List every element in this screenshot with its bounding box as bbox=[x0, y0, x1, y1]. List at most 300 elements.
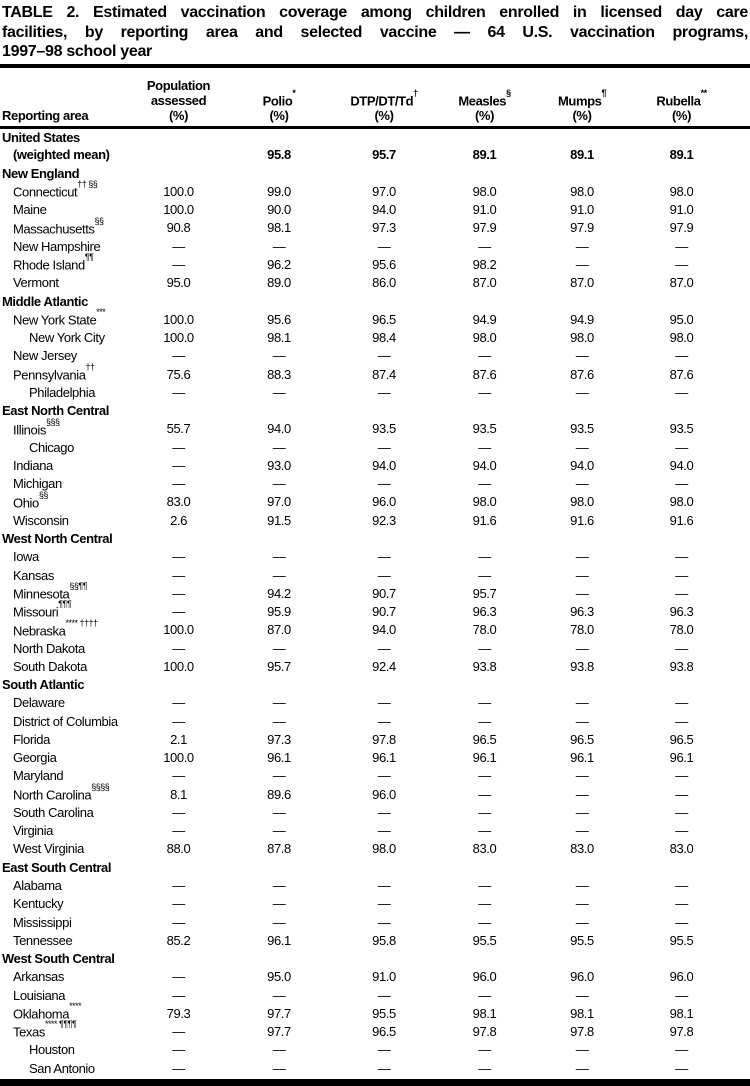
value-cell: — bbox=[172, 878, 185, 894]
table-row bbox=[0, 1041, 750, 1059]
value-cell: 79.3 bbox=[166, 1005, 191, 1021]
row-label-text: Alabama bbox=[13, 878, 62, 894]
footnote-marker: § bbox=[506, 87, 511, 98]
value-cell: — bbox=[377, 768, 391, 784]
row-label-text: New York State bbox=[13, 312, 97, 328]
table-row bbox=[0, 237, 750, 255]
value-cell: — bbox=[272, 823, 286, 839]
row-label-text: South Carolina bbox=[13, 804, 94, 820]
value-cell: — bbox=[478, 549, 491, 565]
value-cell: 94.9 bbox=[472, 311, 497, 327]
table-row bbox=[0, 584, 750, 602]
value-cell: — bbox=[172, 1024, 185, 1040]
value-cell: 89.6 bbox=[267, 786, 291, 802]
value-cell: — bbox=[172, 713, 185, 729]
value-cell: — bbox=[272, 896, 286, 912]
row-label-text: Maine bbox=[13, 202, 47, 218]
value-cell: 98.1 bbox=[267, 220, 291, 236]
row-label-text: Nebraska bbox=[13, 622, 66, 638]
row-label bbox=[0, 1059, 130, 1077]
column-unit: (%) bbox=[474, 108, 495, 123]
value-cell: 100.0 bbox=[163, 658, 194, 674]
row-label-text: Wisconsin bbox=[13, 512, 69, 528]
value-cell: — bbox=[172, 567, 185, 583]
value-cell: — bbox=[377, 823, 391, 839]
row-label-text: West North Central bbox=[2, 530, 113, 546]
row-label-text: Arkansas bbox=[13, 969, 64, 985]
value-cell: 96.5 bbox=[472, 731, 497, 747]
value-cell: — bbox=[172, 604, 185, 620]
table-row bbox=[0, 749, 750, 767]
value-cell: 93.8 bbox=[472, 658, 497, 674]
value-cell: 90.7 bbox=[372, 585, 396, 601]
value-cell: — bbox=[377, 878, 391, 894]
row-label bbox=[0, 252, 130, 273]
row-label-text: East South Central bbox=[2, 859, 112, 875]
row-label bbox=[0, 361, 130, 383]
value-cell: — bbox=[575, 384, 589, 400]
row-label-text: North Dakota bbox=[13, 640, 85, 656]
value-cell: — bbox=[172, 457, 185, 473]
value-cell: 95.5 bbox=[669, 932, 694, 948]
value-cell: — bbox=[172, 1060, 185, 1076]
row-label-text: Tennessee bbox=[13, 932, 73, 948]
footnote-marker: ¶¶¶ bbox=[58, 599, 72, 610]
value-cell: 93.8 bbox=[669, 658, 694, 674]
row-label bbox=[0, 383, 130, 401]
value-cell: — bbox=[675, 439, 688, 455]
value-cell: 91.0 bbox=[472, 202, 497, 218]
region-row bbox=[0, 675, 750, 693]
value-cell: 97.3 bbox=[372, 220, 396, 236]
row-label-text: Indiana bbox=[13, 457, 53, 473]
value-cell: — bbox=[272, 1060, 286, 1076]
value-cell: — bbox=[575, 914, 589, 930]
footnote-marker: ** bbox=[700, 87, 707, 98]
column-header-label: Mumps bbox=[557, 93, 602, 108]
value-cell: — bbox=[377, 567, 391, 583]
value-cell: 88.3 bbox=[267, 366, 291, 382]
region-row bbox=[0, 529, 750, 547]
row-label bbox=[0, 292, 750, 310]
footnote-marker: §§¶¶ bbox=[69, 581, 88, 592]
column-unit: (%) bbox=[168, 108, 189, 123]
vaccination-coverage-table bbox=[0, 64, 750, 1078]
value-cell: — bbox=[272, 348, 286, 364]
value-cell: — bbox=[172, 476, 185, 492]
table-row bbox=[0, 420, 750, 438]
value-cell: — bbox=[675, 804, 688, 820]
table-row bbox=[0, 895, 750, 913]
value-cell: 95.0 bbox=[669, 311, 694, 327]
value-cell: 97.0 bbox=[372, 183, 396, 199]
row-label-text: Pennsylvania bbox=[13, 367, 86, 383]
value-cell: — bbox=[478, 695, 491, 711]
table-row bbox=[0, 146, 750, 164]
value-cell: 87.4 bbox=[372, 366, 396, 382]
footnote-marker: §§§§ bbox=[91, 782, 110, 793]
value-cell: 75.6 bbox=[166, 366, 191, 382]
value-cell: 95.5 bbox=[570, 932, 594, 948]
row-label-text: New Jersey bbox=[13, 348, 77, 364]
row-label bbox=[0, 1019, 130, 1041]
value-cell: 97.9 bbox=[472, 220, 497, 236]
value-cell: — bbox=[172, 914, 185, 930]
row-label-text: (weighted mean) bbox=[13, 147, 110, 163]
value-cell: — bbox=[478, 768, 491, 784]
table-row bbox=[0, 456, 750, 474]
value-cell: 95.6 bbox=[372, 256, 396, 272]
value-cell: — bbox=[478, 786, 491, 802]
table-title-line-1: TABLE 2. Estimated vaccination coverage among children enrolled in licensed day care bbox=[2, 4, 748, 21]
value-cell: 98.0 bbox=[472, 183, 497, 199]
value-cell: 86.0 bbox=[372, 275, 396, 291]
table-body bbox=[0, 128, 750, 1078]
value-cell: — bbox=[172, 238, 185, 254]
table-row bbox=[0, 365, 750, 383]
value-cell: — bbox=[377, 896, 391, 912]
footnote-marker: †† bbox=[85, 361, 95, 372]
value-cell: 93.5 bbox=[372, 421, 396, 437]
row-label-text: Ohio bbox=[13, 495, 39, 511]
row-label bbox=[0, 179, 130, 200]
row-label-text: East North Central bbox=[2, 403, 109, 419]
value-cell: — bbox=[575, 695, 589, 711]
value-cell: — bbox=[172, 695, 185, 711]
value-cell: — bbox=[377, 713, 391, 729]
value-cell: 98.0 bbox=[472, 330, 497, 346]
value-cell: 94.0 bbox=[472, 457, 497, 473]
row-label bbox=[0, 657, 130, 675]
value-cell: — bbox=[377, 640, 391, 656]
value-cell: — bbox=[575, 878, 589, 894]
value-cell: 94.0 bbox=[267, 421, 291, 437]
value-cell: 95.5 bbox=[472, 932, 497, 948]
value-cell: — bbox=[575, 238, 589, 254]
value-cell: 98.0 bbox=[669, 330, 694, 346]
value-cell: 95.7 bbox=[267, 658, 291, 674]
table-row bbox=[0, 328, 750, 346]
value-cell: — bbox=[675, 768, 688, 784]
value-cell: 87.6 bbox=[472, 366, 497, 382]
value-cell: — bbox=[172, 804, 185, 820]
value-cell: — bbox=[377, 804, 391, 820]
footnote-marker: **** ¶¶¶¶ bbox=[44, 1019, 77, 1030]
value-cell: — bbox=[377, 238, 391, 254]
footnote-marker: **** bbox=[69, 1001, 82, 1012]
value-cell: — bbox=[272, 914, 286, 930]
value-cell: — bbox=[377, 1060, 391, 1076]
value-cell: — bbox=[377, 348, 391, 364]
row-label-text: Delaware bbox=[13, 695, 65, 711]
value-cell: 96.1 bbox=[669, 750, 694, 766]
value-cell: 92.4 bbox=[372, 658, 396, 674]
value-cell: — bbox=[172, 1042, 185, 1058]
value-cell: — bbox=[575, 804, 589, 820]
row-label bbox=[0, 201, 130, 219]
value-cell: 2.1 bbox=[170, 731, 187, 747]
value-cell: 89.1 bbox=[472, 147, 497, 163]
table-row bbox=[0, 219, 750, 237]
table-row bbox=[0, 968, 750, 986]
value-cell: 96.3 bbox=[472, 604, 497, 620]
value-cell: 100.0 bbox=[163, 183, 194, 199]
value-cell: 93.8 bbox=[570, 658, 594, 674]
row-label-text: Vermont bbox=[13, 275, 59, 291]
footnote-marker: §§§ bbox=[45, 416, 60, 427]
table-row bbox=[0, 1059, 750, 1077]
value-cell: — bbox=[172, 823, 185, 839]
value-cell: — bbox=[478, 640, 491, 656]
value-cell: 97.8 bbox=[570, 1024, 594, 1040]
value-cell: — bbox=[478, 823, 491, 839]
value-cell: 97.0 bbox=[267, 494, 291, 510]
table-row bbox=[0, 730, 750, 748]
table-row bbox=[0, 767, 750, 785]
row-label-text: Michigan bbox=[13, 476, 62, 492]
value-cell: 97.7 bbox=[267, 1024, 291, 1040]
row-label bbox=[0, 803, 130, 821]
value-cell: — bbox=[675, 384, 688, 400]
value-cell: 90.0 bbox=[267, 202, 291, 218]
value-cell: 96.1 bbox=[267, 750, 291, 766]
row-label-text: Georgia bbox=[13, 750, 57, 766]
row-label bbox=[0, 328, 130, 346]
value-cell: 98.1 bbox=[267, 330, 291, 346]
value-cell: 91.6 bbox=[669, 512, 694, 528]
column-unit: (%) bbox=[374, 108, 394, 123]
table-row bbox=[0, 657, 750, 675]
value-cell: 95.7 bbox=[472, 585, 497, 601]
header-row bbox=[0, 66, 750, 128]
bottom-rule bbox=[0, 1079, 750, 1086]
region-row bbox=[0, 128, 750, 146]
value-cell: 96.0 bbox=[372, 494, 396, 510]
value-cell: 95.7 bbox=[372, 147, 396, 163]
row-label-text: Rhode Island bbox=[13, 257, 85, 273]
value-cell: 93.5 bbox=[472, 421, 497, 437]
value-cell: — bbox=[272, 768, 286, 784]
row-label-text: United States bbox=[2, 129, 80, 145]
value-cell: — bbox=[675, 585, 688, 601]
value-cell: 95.6 bbox=[267, 311, 291, 327]
value-cell: 95.8 bbox=[267, 147, 291, 163]
row-label bbox=[0, 782, 130, 803]
value-cell: — bbox=[172, 640, 185, 656]
row-label-text: South Dakota bbox=[13, 658, 87, 674]
row-label-text: Kansas bbox=[13, 567, 54, 583]
value-cell: 96.0 bbox=[372, 786, 396, 802]
value-cell: — bbox=[478, 713, 491, 729]
value-cell: 93.0 bbox=[267, 457, 291, 473]
table-row bbox=[0, 1023, 750, 1041]
value-cell: — bbox=[575, 896, 589, 912]
value-cell: — bbox=[575, 439, 589, 455]
value-cell: 96.1 bbox=[372, 750, 396, 766]
value-cell: 96.5 bbox=[669, 731, 694, 747]
value-cell: 96.0 bbox=[472, 969, 497, 985]
column-unit: (%) bbox=[269, 108, 289, 123]
value-cell: 96.5 bbox=[570, 731, 594, 747]
value-cell: 94.0 bbox=[372, 202, 396, 218]
value-cell: 96.1 bbox=[267, 932, 291, 948]
row-label bbox=[0, 876, 130, 894]
value-cell: 99.0 bbox=[267, 183, 291, 199]
row-label bbox=[0, 307, 130, 328]
value-cell: — bbox=[172, 439, 185, 455]
table-row bbox=[0, 493, 750, 511]
value-cell: — bbox=[575, 987, 589, 1003]
value-cell: 91.6 bbox=[472, 512, 497, 528]
row-label-text: Virginia bbox=[13, 823, 53, 839]
footnote-marker: §§ bbox=[38, 489, 48, 500]
value-cell: 95.9 bbox=[267, 604, 291, 620]
value-cell: 98.0 bbox=[570, 183, 594, 199]
value-cell: — bbox=[172, 585, 185, 601]
row-label bbox=[0, 949, 750, 967]
row-label-text: New York City bbox=[29, 330, 105, 346]
value-cell: — bbox=[675, 1042, 688, 1058]
value-cell: — bbox=[575, 713, 589, 729]
row-label bbox=[0, 456, 130, 474]
value-cell: — bbox=[575, 567, 589, 583]
table-row bbox=[0, 182, 750, 200]
column-header bbox=[331, 66, 437, 128]
value-cell: — bbox=[272, 476, 286, 492]
value-cell: 100.0 bbox=[163, 202, 194, 218]
value-cell: 97.8 bbox=[472, 1024, 497, 1040]
value-cell: — bbox=[675, 878, 688, 894]
row-label-text: Iowa bbox=[13, 549, 39, 565]
value-cell: — bbox=[478, 878, 491, 894]
value-cell: 98.0 bbox=[372, 841, 396, 857]
value-cell: 98.0 bbox=[669, 183, 694, 199]
value-cell: 98.0 bbox=[472, 494, 497, 510]
row-label-text: North Carolina bbox=[13, 787, 92, 803]
value-cell: 87.8 bbox=[267, 841, 291, 857]
value-cell: — bbox=[272, 695, 286, 711]
footnote-marker: **** †††† bbox=[65, 617, 98, 628]
row-label-text: West South Central bbox=[2, 951, 115, 967]
value-cell: 98.1 bbox=[472, 1005, 497, 1021]
value-cell: 95.0 bbox=[267, 969, 291, 985]
value-cell: — bbox=[575, 256, 589, 272]
value-cell: — bbox=[377, 987, 391, 1003]
table-row bbox=[0, 712, 750, 730]
value-cell: — bbox=[377, 476, 391, 492]
row-label-text: Massachusetts bbox=[13, 221, 95, 237]
row-label bbox=[0, 931, 130, 949]
column-header bbox=[227, 66, 331, 128]
row-label bbox=[0, 347, 130, 365]
table-row bbox=[0, 639, 750, 657]
row-label bbox=[0, 767, 130, 785]
footnote-marker: * bbox=[292, 87, 296, 98]
value-cell: — bbox=[272, 439, 286, 455]
value-cell: 91.0 bbox=[570, 202, 594, 218]
value-cell: — bbox=[377, 695, 391, 711]
value-cell: — bbox=[377, 439, 391, 455]
row-label bbox=[0, 968, 130, 986]
value-cell: — bbox=[478, 238, 491, 254]
value-cell: — bbox=[575, 1060, 589, 1076]
value-cell: — bbox=[575, 1042, 589, 1058]
value-cell: 94.0 bbox=[669, 457, 694, 473]
column-unit: (%) bbox=[572, 108, 592, 123]
value-cell: — bbox=[675, 914, 688, 930]
table-row bbox=[0, 255, 750, 273]
row-label bbox=[0, 617, 130, 639]
value-cell: — bbox=[675, 713, 688, 729]
value-cell: 98.2 bbox=[472, 256, 497, 272]
column-header-label: Polio bbox=[262, 93, 293, 108]
value-cell: — bbox=[272, 384, 286, 400]
value-cell: — bbox=[172, 768, 185, 784]
value-cell: 87.0 bbox=[267, 622, 291, 638]
value-cell: — bbox=[478, 384, 491, 400]
row-label bbox=[0, 749, 130, 767]
value-cell: — bbox=[377, 1042, 391, 1058]
row-label bbox=[0, 215, 130, 237]
footnote-marker: †† §§ bbox=[77, 179, 98, 190]
column-header bbox=[532, 66, 632, 128]
row-label-text: Texas bbox=[13, 1024, 45, 1040]
row-label-text: Maryland bbox=[13, 768, 64, 784]
value-cell: 87.0 bbox=[570, 275, 594, 291]
value-cell: — bbox=[377, 549, 391, 565]
row-label bbox=[0, 416, 130, 438]
value-cell: 89.1 bbox=[570, 147, 594, 163]
value-cell: — bbox=[272, 549, 286, 565]
value-cell: — bbox=[478, 476, 491, 492]
column-unit: (%) bbox=[671, 108, 692, 123]
row-label-text: West Virginia bbox=[13, 841, 84, 857]
table-row bbox=[0, 803, 750, 821]
column-header bbox=[632, 66, 750, 128]
value-cell: 100.0 bbox=[163, 330, 194, 346]
value-cell: 89.1 bbox=[669, 147, 694, 163]
value-cell: 85.2 bbox=[166, 932, 191, 948]
column-header-label: Measles bbox=[458, 93, 507, 108]
value-cell: — bbox=[272, 878, 286, 894]
value-cell: — bbox=[478, 348, 491, 364]
value-cell: — bbox=[377, 914, 391, 930]
value-cell: 92.3 bbox=[372, 512, 396, 528]
row-label-text: Oklahoma bbox=[13, 1006, 70, 1022]
value-cell: 95.0 bbox=[166, 275, 191, 291]
value-cell: 96.1 bbox=[472, 750, 497, 766]
value-cell: 78.0 bbox=[669, 622, 694, 638]
value-cell: 97.9 bbox=[570, 220, 594, 236]
value-cell: — bbox=[478, 896, 491, 912]
value-cell: 94.9 bbox=[570, 311, 594, 327]
column-header-label: DTP/DT/Td bbox=[350, 93, 414, 108]
row-label bbox=[0, 529, 750, 547]
value-cell: — bbox=[675, 348, 688, 364]
row-label bbox=[0, 895, 130, 913]
row-label-text: San Antonio bbox=[29, 1060, 95, 1076]
value-cell: 91.0 bbox=[372, 969, 396, 985]
region-row bbox=[0, 858, 750, 876]
table-row bbox=[0, 566, 750, 584]
row-label-text: Middle Atlantic bbox=[2, 293, 88, 309]
table-row bbox=[0, 986, 750, 1004]
value-cell: — bbox=[575, 348, 589, 364]
table-row bbox=[0, 438, 750, 456]
column-header-label: Population bbox=[146, 78, 211, 93]
value-cell: 98.1 bbox=[570, 1005, 594, 1021]
value-cell: — bbox=[575, 640, 589, 656]
